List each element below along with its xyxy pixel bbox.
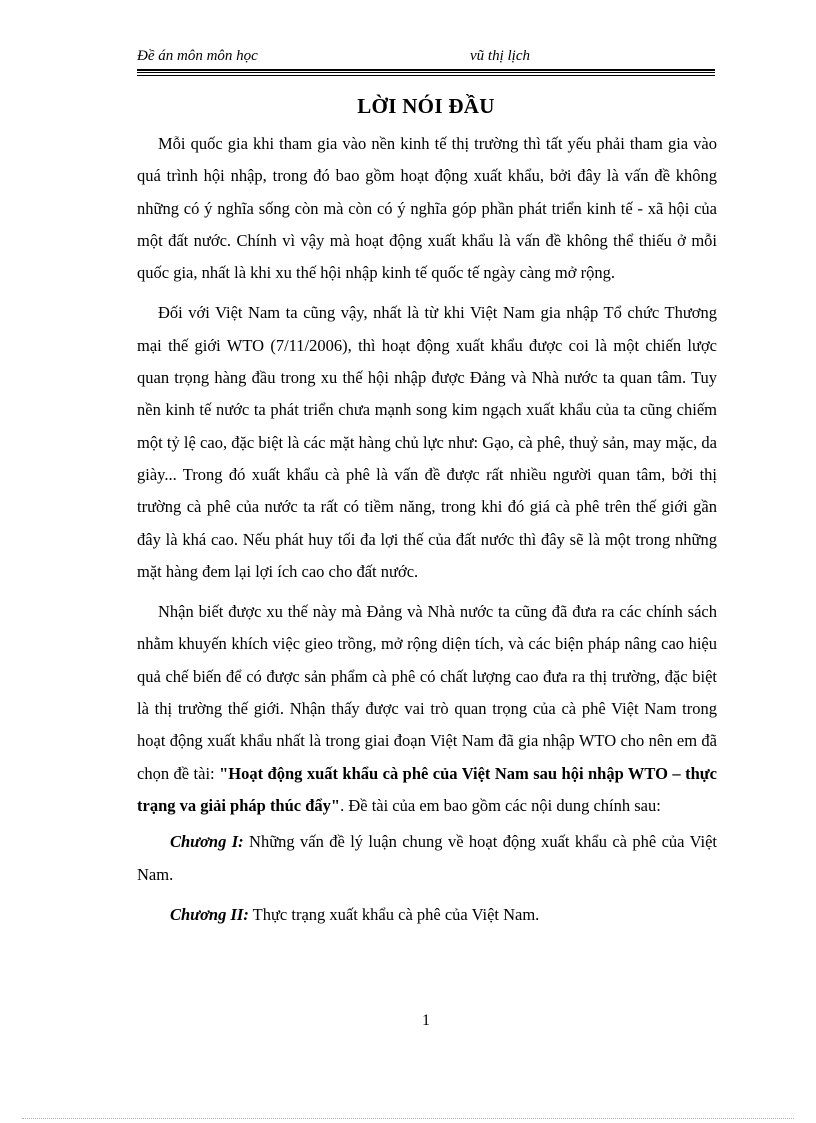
thesis-topic: "Hoạt động xuất khẩu cà phê của Việt Nam sau hội nhập WTO – thực trạng va giải pháp thúc đẩy" xyxy=(137,763,717,815)
page-number: 1 xyxy=(422,1012,430,1029)
paragraph-3-lead: Nhận biết được xu thế này mà Đảng và Nhà nước ta cũng đã đưa ra các chính sách nhằm khuyến khích việc gieo trồng, mở rộng diện tích, và các biện pháp nâng cao hiệu quả chế biến để có được sản phẩm cà phê có chất lượng cao đưa ra thị trường, đặc biệt là thị trường thế giới. Nhận thấy được vai trò quan trọng của cà phê Việt Nam trong hoạt động xuất khẩu nhất là trong giai đoạn Việt Nam đã gia nhập WTO cho nên em đã chọn đề tài: xyxy=(137,602,717,783)
chapter-2-entry xyxy=(137,899,717,931)
paragraph-3-tail: . Đề tài của em bao gồm các nội dung chính sau: xyxy=(340,795,661,815)
document-body xyxy=(137,128,717,931)
chapter-2-text: Thực trạng xuất khẩu cà phê của Việt Nam. xyxy=(248,904,540,924)
header-rule xyxy=(137,72,715,73)
chapter-1-text: Những vấn đề lý luận chung về hoạt động xuất khẩu cà phê của Việt Nam. xyxy=(137,832,717,884)
chapter-1-label: Chương I: xyxy=(170,832,244,852)
paragraph-1: Mỗi quốc gia khi tham gia vào nền kinh tế thị trường thì tất yếu phải tham gia vào quá trình hội nhập, trong đó bao gồm hoạt động xuất khẩu, bởi đây là vấn đề không những có ý nghĩa sống còn mà còn có ý nghĩa góp phần phát triển kinh tế - xã hội của một đất nước. Chính vì vậy mà hoạt động xuất khẩu là vấn đề không thể thiếu ở mỗi quốc gia, nhất là khi xu thế hội nhập kinh tế quốc tế ngày càng mở rộng. xyxy=(137,134,717,283)
paragraph-3 xyxy=(137,596,717,822)
header-document-type: Đề án môn môn học xyxy=(137,48,258,64)
header-rule xyxy=(137,69,715,71)
page-break-divider xyxy=(22,1118,794,1119)
chapter-2-label: Chương II: xyxy=(170,904,249,924)
chapter-1-entry xyxy=(137,826,717,891)
paragraph-2: Đối với Việt Nam ta cũng vậy, nhất là từ khi Việt Nam gia nhập Tổ chức Thương mại thế giới WTO (7/11/2006), thì hoạt động xuất khẩu được coi là một chiến lược quan trọng hàng đầu trong xu thế hội nhập được Đảng và Nhà nước ta quan tâm. Tuy nền kinh tế nước ta phát triển chưa mạnh song kim ngạch xuất khẩu của ta cũng chiếm một tỷ lệ cao, đặc biệt là các mặt hàng chủ lực như: Gạo, cà phê, thuỷ sản, may mặc, da giày... Trong đó xuất khẩu cà phê là vấn đề được rất nhiều người quan tâm, bởi thị trường cà phê của nước ta rất có tiềm năng, trong khi đó giá cà phê trên thế giới gần đây là khá cao. Nếu phát huy tối đa lợi thế của đất nước thì đây sẽ là một trong những mặt hàng đem lại lợi ích cao cho đất nước. xyxy=(137,303,717,581)
page-title: LỜI NÓI ĐẦU xyxy=(357,94,495,118)
header-author: vũ thị lịch xyxy=(470,48,530,64)
page-header xyxy=(137,48,715,76)
header-rule xyxy=(137,75,715,76)
